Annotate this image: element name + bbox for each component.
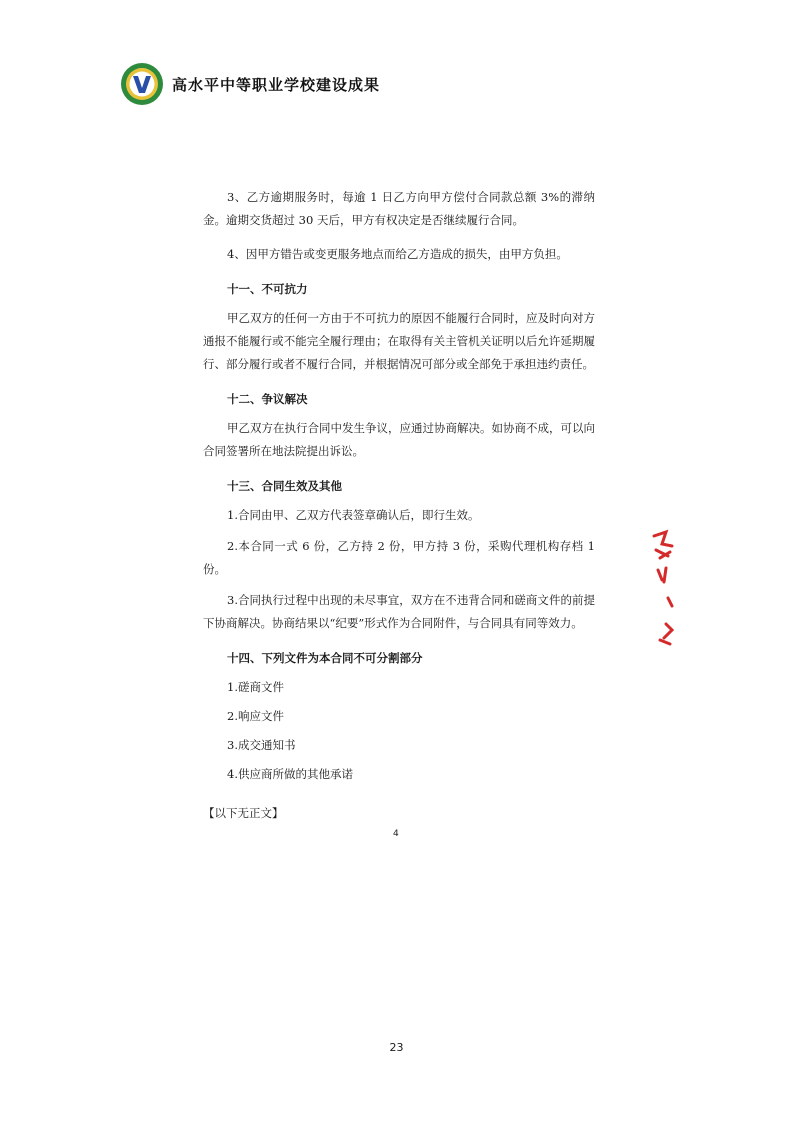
dispute-text: 甲乙双方在执行合同中发生争议，应通过协商解决。如协商不成，可以向合同签署所在地法院提出诉讼。 [203,421,595,458]
attachment-item: 2.响应文件 [227,709,284,723]
clause-location-change: 4、因甲方错告或变更服务地点而给乙方造成的损失，由甲方负担。 [227,247,568,261]
attachment-item: 4.供应商所做的其他承诺 [227,767,353,781]
svg-text:· · · · ·: · · · · · [137,66,147,70]
end-of-text-note: 【以下无正文】 [203,806,284,820]
attachment-item: 1.磋商文件 [227,680,284,694]
inner-page-number: 4 [393,829,399,839]
section-heading-force-majeure: 十一、不可抗力 [227,282,308,296]
section-heading-effectiveness: 十三、合同生效及其他 [227,479,342,493]
effectiveness-clause-1: 1.合同由甲、乙双方代表签章确认后，即行生效。 [227,508,480,522]
page-number: 23 [389,1041,404,1054]
school-logo [120,62,164,106]
section-heading-attachments: 十四、下列文件为本合同不可分割部分 [227,651,423,665]
clause-overdue-service: 3、乙方逾期服务时，每逾 1 日乙方向甲方偿付合同款总额 3%的滞纳金。逾期交货超过 30 天后，甲方有权决定是否继续履行合同。 [203,190,595,227]
header-title: 高水平中等职业学校建设成果 [172,75,381,94]
force-majeure-text: 甲乙双方的任何一方由于不可抗力的原因不能履行合同时，应及时向对方通报不能履行或不能完全履行理由；在取得有关主管机关证明以后允许延期履行、部分履行或者不履行合同，并根据情况可部分或全部免于承担违约责任。 [203,311,595,371]
red-seal-fragment [648,528,682,648]
section-heading-dispute: 十二、争议解决 [227,392,308,406]
contract-body [203,186,595,786]
page-header [120,62,380,106]
effectiveness-clause-2: 2.本合同一式 6 份，乙方持 2 份，甲方持 3 份，采购代理机构存档 1 份。 [203,539,595,576]
attachment-item: 3.成交通知书 [227,738,296,752]
effectiveness-clause-3: 3.合同执行过程中出现的未尽事宜，双方在不违背合同和磋商文件的前提下协商解决。协商结果以“纪要”形式作为合同附件，与合同具有同等效力。 [203,593,595,630]
